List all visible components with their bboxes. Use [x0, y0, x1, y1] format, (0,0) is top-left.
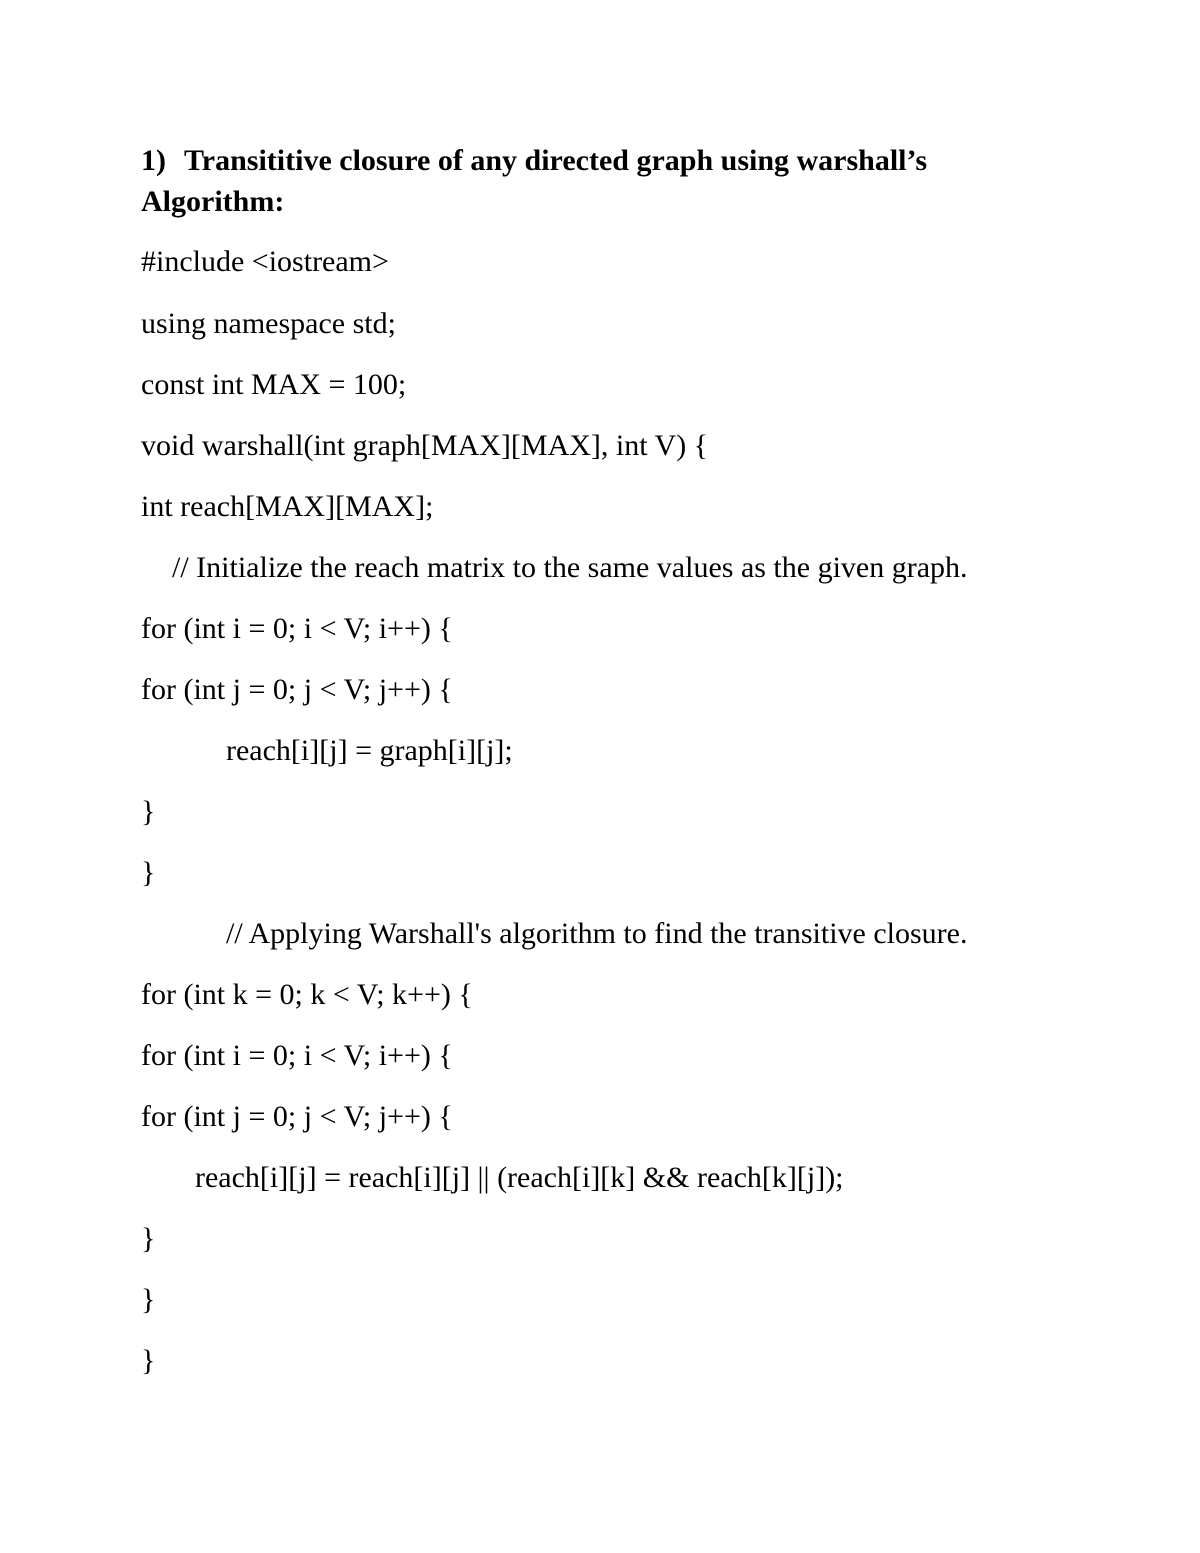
code-line-close-brace: }	[141, 856, 156, 889]
code-line-include: #include <iostream>	[141, 245, 389, 278]
section-number: 1)	[141, 144, 166, 177]
code-line-for-i: for (int i = 0; i < V; i++) {	[141, 612, 453, 645]
code-line-close-brace: }	[141, 795, 156, 828]
code-comment-initialize: // Initialize the reach matrix to the same values as the given graph.	[172, 551, 968, 584]
code-line-close-brace: }	[141, 1222, 156, 1255]
code-comment-warshall: // Applying Warshall's algorithm to find the transitive closure.	[226, 917, 968, 950]
code-line-assign-reach: reach[i][j] = graph[i][j];	[226, 734, 513, 767]
code-line-const: const int MAX = 100;	[141, 368, 407, 401]
section-title: Transititive closure of any directed graph using warshall’s Algorithm:	[141, 144, 928, 218]
code-line-for-k: for (int k = 0; k < V; k++) {	[141, 978, 473, 1011]
code-line-namespace: using namespace std;	[141, 307, 396, 340]
code-line-close-brace: }	[141, 1344, 156, 1377]
code-line-close-brace: }	[141, 1283, 156, 1316]
section-heading	[141, 140, 1041, 222]
code-line-for-j: for (int j = 0; j < V; j++) {	[141, 1100, 453, 1133]
code-line-for-i: for (int i = 0; i < V; i++) {	[141, 1039, 453, 1072]
code-line-update-reach: reach[i][j] = reach[i][j] || (reach[i][k] && reach[k][j]);	[195, 1161, 844, 1194]
code-line-for-j: for (int j = 0; j < V; j++) {	[141, 673, 453, 706]
code-line-function-signature: void warshall(int graph[MAX][MAX], int V) {	[141, 429, 709, 462]
code-line-reach-declaration: int reach[MAX][MAX];	[141, 490, 434, 523]
